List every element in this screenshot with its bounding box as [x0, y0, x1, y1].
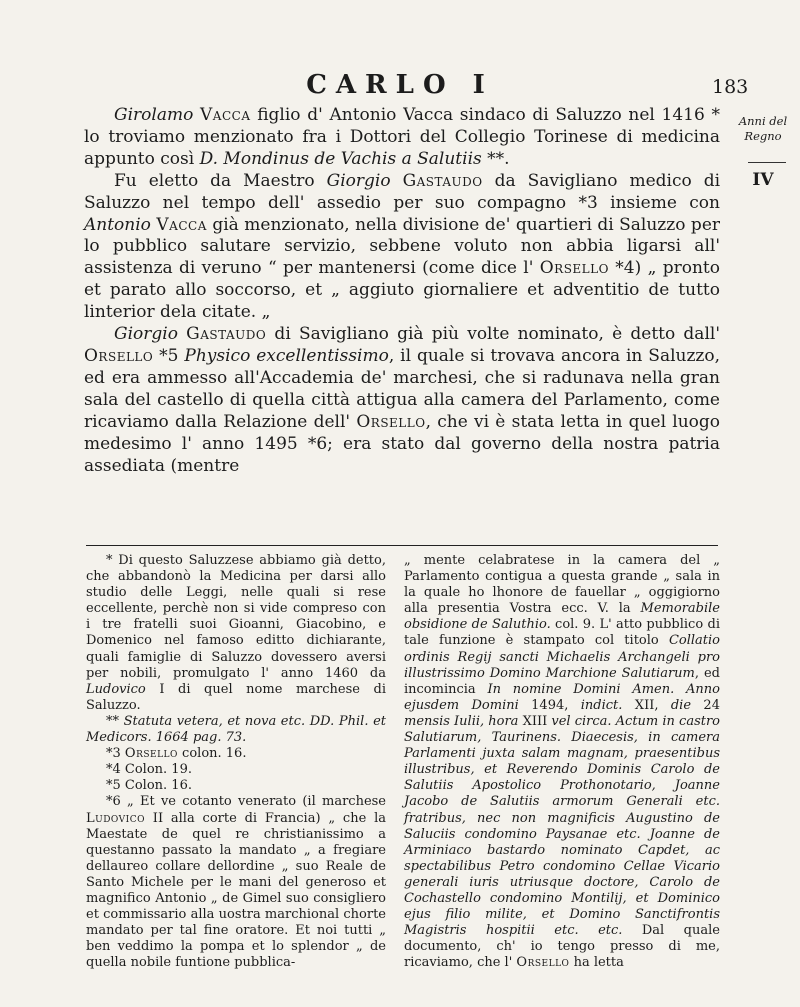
- text-run: colon. 16.: [177, 746, 247, 762]
- running-head-title: CARLO I: [306, 70, 494, 100]
- italic-text: vel circa. Actum in castro Salutiarum, Taurinens. Diaecesis, in camera Parlamenti juxta salam magnam, praesentibus illustribus, et Reverendo Dominis Carolo de Salutiis Apostolico Prothonotario, Joanne Jacobo de Salutiis armorum Generali etc. fratribus, nec non magnificis Augustino de Saluciis condomino Paysanae etc. Joanne de Arminiaco bastardo nominato Capdet, ac spectabilibus Petro condomino Cellae Vicario generali iuris utriusque doctore, Carolo de Cochastello condomino Montilij, et Dominico ejus filio milite, et Domino Sanctifrontis Magistris hospitii etc. etc.: [404, 713, 721, 939]
- margin-regnal-year: IV: [752, 170, 774, 190]
- paragraph: [84, 171, 720, 324]
- italic-text: Giorgio: [114, 324, 178, 345]
- text-run: di Savigliano già più volte nominato, è detto dall': [266, 324, 720, 345]
- text-run: II alla corte di Francia) „ che la Maestate de quel re christianissimo a questanno passato la mandato „ a fregiare dellaureo collare dellordine „ suo Reale de Santo Michele per le mani del generoso et magnifico Antonio „ de Gimel suo consigliero et commissario alla uostra marchional chorte mandato per tal fine oratore. Et noi tutti „ ben veddimo la pompa et lo splendor „ de quella nobile funtione pubblica-: [86, 810, 386, 971]
- small-caps-name: Orsello: [84, 345, 154, 366]
- italic-text: Girolamo: [114, 105, 194, 125]
- text-run: da Savigliano medico di Saluzzo nel tempo dell' assedio per suo compagno *3 insieme con: [84, 170, 721, 213]
- text-run: [391, 171, 403, 191]
- italic-text: Statuta vetera, et nova etc. DD. Phil. et Medicors. 1664 pag. 73.: [86, 713, 386, 746]
- small-caps-name: Vacca: [200, 105, 251, 125]
- main-text: [84, 105, 720, 477]
- footnote: [86, 714, 386, 746]
- small-caps-name: Gastaudo: [186, 324, 267, 345]
- paragraph: [84, 324, 720, 477]
- text-run: , ed incomincia: [404, 665, 721, 697]
- text-run: „ mente celabratese in la camera del „ Parlamento contigua a questa grande „ sala in la quale ho lhonore de fauellar „ oggigiorno alla presentia Vostra ecc. V. la: [404, 553, 720, 617]
- text-run: **.: [481, 148, 510, 169]
- text-run: col. 9. L' atto pubblico di tale funzione è stampato col titolo: [404, 617, 720, 649]
- footnotes-right-column: [404, 553, 720, 971]
- footnote: [86, 762, 386, 778]
- italic-text: Collatio ordinis Regij sancti Michaelis Archangeli pro illustrissimo Domino Marchione Salutiarum: [404, 633, 720, 681]
- margin-note: Anni del Regno: [738, 114, 788, 143]
- text-run: , il quale si trovava ancora in Saluzzo, ed era ammesso all'Accademia de' marchesi, che si radunava nella gran sala del castello di quella città attigua alla camera del Parlamento, come ricaviamo dalla Relazione dell': [84, 345, 721, 432]
- text-run: già menzionato, nella divisione de' quartieri di Saluzzo per lo pubblico salutare servizio, sebbene voluto non abbia ligarsi all' assistenza di veruno “ per mantenersi (come dice l': [84, 214, 720, 279]
- text-run: [193, 105, 200, 125]
- text-run: *4 Colon. 19.: [106, 762, 192, 778]
- italic-text: Giorgio: [326, 170, 391, 191]
- text-run: *3: [106, 746, 125, 762]
- text-run: [178, 324, 186, 344]
- italic-text: D. Mondinus de Vachis a Salutiis: [199, 148, 482, 169]
- text-run: **: [106, 713, 124, 729]
- italic-text: mensis Iulii, hora: [404, 713, 519, 729]
- page-number: 183: [712, 76, 749, 98]
- text-run: XII,: [622, 697, 671, 713]
- footnote: [86, 746, 386, 762]
- italic-text: Antonio: [84, 214, 151, 235]
- small-caps-name: Orsello: [539, 258, 609, 279]
- text-run: *5 Colon. 16.: [106, 778, 192, 794]
- margin-rule: [748, 162, 786, 163]
- small-caps-name: Gastaudo: [402, 170, 483, 191]
- text-run: Dal quale documento, ch' io tengo presso di me, ricaviamo, che l': [404, 923, 720, 971]
- italic-text: Memorabile obsidione de Saluthio.: [404, 601, 720, 633]
- text-run: * Di questo Saluzzese abbiamo già detto, che abbandonò la Medicina per darsi allo studio delle Leggi, nelle quali si rese eccellente, perchè non si vide compreso con i tre fratelli suoi Gioanni, Giacobino, e Domenico nel famoso editto dichiarante, quali famiglie di Saluzzo dovessero aversi per nobili, promulgato l' anno 1460 da: [86, 553, 386, 681]
- footnote-continuation: [404, 553, 720, 971]
- small-caps-name: Ludovico: [86, 810, 145, 826]
- small-caps-name: Orsello: [124, 746, 178, 762]
- footnote: [86, 778, 386, 794]
- text-run: *4) „ pronto et parato allo soccorso, et „ aggiuto giornaliere et adventitio de tutto linterior dela citate. „: [84, 258, 720, 323]
- italic-text: indict.: [580, 697, 623, 713]
- small-caps-name: Vacca: [156, 214, 207, 235]
- text-run: ha letta: [569, 955, 624, 971]
- footnote-separator: [86, 545, 718, 546]
- text-run: figlio d' Antonio Vacca sindaco di Saluzzo nel 1416 * lo troviamo menzionato fra i Dottori del Collegio Torinese di medicina appunto così: [84, 105, 721, 169]
- text-run: XIII: [518, 713, 552, 729]
- small-caps-name: Orsello: [356, 411, 426, 432]
- text-run: 1494,: [518, 697, 581, 713]
- italic-text: Physico excellentissimo: [184, 345, 389, 366]
- italic-text: Ludovico: [86, 681, 146, 697]
- text-run: *5: [153, 345, 185, 366]
- footnote: [86, 794, 386, 971]
- italic-text: die: [670, 697, 692, 713]
- footnotes-left-column: [86, 553, 386, 971]
- small-caps-name: Orsello: [516, 955, 570, 971]
- paragraph: [84, 105, 720, 171]
- text-run: 24: [691, 697, 720, 713]
- text-run: I di quel nome marchese di Saluzzo.: [86, 681, 386, 713]
- italic-text: In nomine Domini Amen. Anno ejusdem Domini: [404, 681, 720, 713]
- text-run: *6 „ Et ve cotanto venerato (il marchese: [106, 794, 386, 810]
- text-run: , che vi è stata letta in quel luogo medesimo l' anno 1495 *6; era stato dal governo della nostra patria assediata (mentre: [84, 411, 720, 476]
- footnote: [86, 553, 386, 714]
- text-run: Fu eletto da Maestro: [114, 170, 327, 191]
